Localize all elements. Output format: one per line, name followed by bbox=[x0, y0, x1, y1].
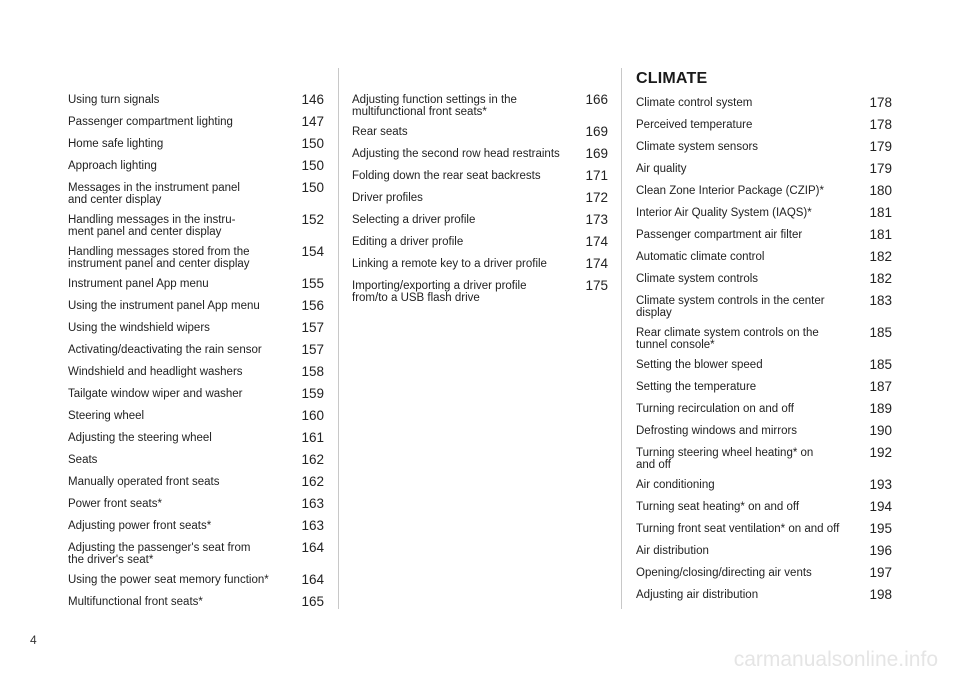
toc-entry-page: 171 bbox=[585, 168, 608, 183]
toc-entry-title: Defrosting windows and mirrors bbox=[636, 425, 798, 437]
toc-entry-title: Adjusting power front seats* bbox=[68, 520, 212, 532]
toc-entry[interactable] bbox=[68, 594, 324, 610]
toc-entry-page: 185 bbox=[869, 357, 892, 372]
toc-entry-title: Editing a driver profile bbox=[352, 236, 464, 248]
toc-entry-page: 152 bbox=[301, 212, 324, 227]
toc-entry[interactable] bbox=[68, 320, 324, 336]
toc-entry[interactable] bbox=[636, 117, 892, 133]
toc-entry[interactable] bbox=[352, 124, 608, 140]
toc-entry[interactable] bbox=[352, 168, 608, 184]
toc-entry-title: Handling messages stored from the instrument panel and center display bbox=[68, 246, 250, 270]
toc-entry-page: 178 bbox=[869, 117, 892, 132]
toc-entry-title: Adjusting air distribution bbox=[636, 589, 759, 601]
toc-entry-page: 169 bbox=[585, 124, 608, 139]
toc-entry-title: Climate control system bbox=[636, 97, 753, 109]
column-divider bbox=[621, 68, 622, 609]
toc-entry-title: Activating/deactivating the rain sensor bbox=[68, 344, 262, 356]
toc-entry[interactable] bbox=[68, 518, 324, 534]
toc-entry[interactable] bbox=[352, 256, 608, 272]
toc-entry-page: 181 bbox=[869, 227, 892, 242]
toc-entry-page: 159 bbox=[301, 386, 324, 401]
toc-entry-page: 163 bbox=[301, 518, 324, 533]
toc-list bbox=[68, 92, 324, 610]
toc-entry[interactable] bbox=[636, 293, 892, 319]
toc-entry-title: Rear climate system controls on the tunnel console* bbox=[636, 327, 819, 351]
toc-entry-page: 181 bbox=[869, 205, 892, 220]
toc-entry[interactable] bbox=[68, 540, 324, 566]
toc-entry[interactable] bbox=[68, 136, 324, 152]
toc-entry-page: 198 bbox=[869, 587, 892, 602]
toc-entry-title: Turning recirculation on and off bbox=[636, 403, 794, 415]
toc-entry[interactable] bbox=[68, 92, 324, 108]
toc-entry-title: Adjusting function settings in the multifunctional front seats* bbox=[352, 94, 517, 118]
toc-entry-page: 185 bbox=[869, 325, 892, 340]
toc-entry-title: Air distribution bbox=[636, 545, 709, 557]
toc-list bbox=[352, 92, 608, 304]
toc-entry-page: 165 bbox=[301, 594, 324, 609]
toc-entry-title: Instrument panel App menu bbox=[68, 278, 209, 290]
toc-entry-title: Adjusting the passenger's seat from the driver's seat* bbox=[68, 542, 251, 566]
toc-entry[interactable] bbox=[636, 161, 892, 177]
toc-entry[interactable] bbox=[352, 212, 608, 228]
toc-entry[interactable] bbox=[352, 92, 608, 118]
toc-entry-title: Home safe lighting bbox=[68, 138, 164, 150]
toc-entry-page: 172 bbox=[585, 190, 608, 205]
toc-entry-title: Automatic climate control bbox=[636, 251, 765, 263]
toc-entry-title: Climate system controls in the center display bbox=[636, 295, 825, 319]
watermark: carmanualsonline.info bbox=[733, 648, 938, 671]
section-heading-climate: CLIMATE bbox=[636, 70, 708, 87]
toc-entry-title: Rear seats bbox=[352, 126, 408, 138]
toc-entry-title: Turning seat heating* on and off bbox=[636, 501, 800, 513]
toc-entry-page: 166 bbox=[585, 92, 608, 107]
toc-entry-title: Setting the temperature bbox=[636, 381, 757, 393]
toc-entry[interactable] bbox=[636, 379, 892, 395]
toc-entry-page: 197 bbox=[869, 565, 892, 580]
toc-entry-title: Interior Air Quality System (IAQS)* bbox=[636, 207, 812, 219]
toc-entry[interactable] bbox=[68, 386, 324, 402]
toc-entry-page: 155 bbox=[301, 276, 324, 291]
toc-entry-title: Clean Zone Interior Package (CZIP)* bbox=[636, 185, 824, 197]
column-divider bbox=[338, 68, 339, 609]
toc-entry[interactable] bbox=[636, 401, 892, 417]
toc-entry[interactable] bbox=[68, 452, 324, 468]
toc-entry-title: Linking a remote key to a driver profile bbox=[352, 258, 547, 270]
toc-list bbox=[636, 95, 892, 603]
toc-entry-page: 161 bbox=[301, 430, 324, 445]
toc-entry-page: 195 bbox=[869, 521, 892, 536]
toc-entry[interactable] bbox=[68, 298, 324, 314]
toc-entry-page: 158 bbox=[301, 364, 324, 379]
toc-entry-title: Power front seats* bbox=[68, 498, 162, 510]
toc-entry-page: 182 bbox=[869, 249, 892, 264]
toc-column-2 bbox=[352, 92, 608, 310]
toc-entry[interactable] bbox=[636, 205, 892, 221]
toc-entry[interactable] bbox=[636, 227, 892, 243]
toc-entry-title: Passenger compartment air filter bbox=[636, 229, 803, 241]
toc-entry-title: Using the power seat memory function* bbox=[68, 574, 269, 586]
toc-entry-title: Opening/closing/directing air vents bbox=[636, 567, 812, 579]
toc-entry[interactable] bbox=[68, 474, 324, 490]
page-number: 4 bbox=[30, 633, 37, 647]
toc-entry-page: 163 bbox=[301, 496, 324, 511]
toc-entry-page: 157 bbox=[301, 320, 324, 335]
toc-entry[interactable] bbox=[636, 477, 892, 493]
toc-entry[interactable] bbox=[636, 271, 892, 287]
toc-entry[interactable] bbox=[636, 357, 892, 373]
toc-entry-title: Perceived temperature bbox=[636, 119, 753, 131]
toc-entry-title: Approach lighting bbox=[68, 160, 157, 172]
toc-entry-page: 147 bbox=[301, 114, 324, 129]
toc-entry-title: Setting the blower speed bbox=[636, 359, 763, 371]
toc-entry[interactable] bbox=[68, 572, 324, 588]
toc-column-1 bbox=[68, 92, 324, 616]
toc-entry-title: Air quality bbox=[636, 163, 687, 175]
toc-entry-title: Seats bbox=[68, 454, 98, 466]
toc-entry-page: 178 bbox=[869, 95, 892, 110]
toc-entry[interactable] bbox=[68, 364, 324, 380]
toc-entry[interactable] bbox=[68, 114, 324, 130]
toc-entry-title: Air conditioning bbox=[636, 479, 715, 491]
toc-entry-page: 169 bbox=[585, 146, 608, 161]
toc-entry[interactable] bbox=[636, 445, 892, 471]
toc-entry-title: Manually operated front seats bbox=[68, 476, 220, 488]
toc-entry-page: 164 bbox=[301, 540, 324, 555]
toc-entry[interactable] bbox=[68, 244, 324, 270]
toc-entry-title: Passenger compartment lighting bbox=[68, 116, 233, 128]
toc-entry-title: Windshield and headlight washers bbox=[68, 366, 243, 378]
toc-column-3 bbox=[636, 95, 892, 609]
toc-entry-page: 160 bbox=[301, 408, 324, 423]
toc-entry[interactable] bbox=[636, 183, 892, 199]
toc-entry-title: Driver profiles bbox=[352, 192, 423, 204]
toc-entry-page: 193 bbox=[869, 477, 892, 492]
toc-entry-page: 175 bbox=[585, 278, 608, 293]
toc-entry-page: 194 bbox=[869, 499, 892, 514]
toc-entry-page: 157 bbox=[301, 342, 324, 357]
toc-entry-page: 192 bbox=[869, 445, 892, 460]
toc-entry-title: Using turn signals bbox=[68, 94, 160, 106]
toc-entry-page: 154 bbox=[301, 244, 324, 259]
toc-entry-title: Multifunctional front seats* bbox=[68, 596, 203, 608]
toc-entry-page: 183 bbox=[869, 293, 892, 308]
toc-entry-page: 162 bbox=[301, 474, 324, 489]
toc-entry-title: Turning steering wheel heating* on and off bbox=[636, 447, 814, 471]
toc-entry-page: 162 bbox=[301, 452, 324, 467]
toc-entry-title: Using the instrument panel App menu bbox=[68, 300, 260, 312]
toc-entry-title: Steering wheel bbox=[68, 410, 145, 422]
toc-entry[interactable] bbox=[352, 234, 608, 250]
toc-entry-title: Climate system sensors bbox=[636, 141, 759, 153]
toc-entry-page: 164 bbox=[301, 572, 324, 587]
toc-entry[interactable] bbox=[636, 139, 892, 155]
toc-entry[interactable] bbox=[68, 180, 324, 206]
toc-entry-page: 174 bbox=[585, 234, 608, 249]
toc-entry-title: Turning front seat ventilation* on and off bbox=[636, 523, 840, 535]
toc-entry[interactable] bbox=[68, 430, 324, 446]
toc-entry-page: 173 bbox=[585, 212, 608, 227]
toc-entry-page: 146 bbox=[301, 92, 324, 107]
toc-entry[interactable] bbox=[636, 249, 892, 265]
toc-entry-page: 150 bbox=[301, 136, 324, 151]
toc-entry-page: 174 bbox=[585, 256, 608, 271]
toc-entry-title: Climate system controls bbox=[636, 273, 759, 285]
toc-entry[interactable] bbox=[636, 543, 892, 559]
toc-entry[interactable] bbox=[68, 496, 324, 512]
toc-entry-page: 196 bbox=[869, 543, 892, 558]
toc-entry-page: 182 bbox=[869, 271, 892, 286]
toc-entry[interactable] bbox=[68, 342, 324, 358]
toc-entry[interactable] bbox=[352, 146, 608, 162]
toc-entry-title: Using the windshield wipers bbox=[68, 322, 210, 334]
toc-entry-page: 189 bbox=[869, 401, 892, 416]
toc-entry[interactable] bbox=[636, 521, 892, 537]
toc-entry[interactable] bbox=[352, 190, 608, 206]
toc-entry[interactable] bbox=[68, 408, 324, 424]
toc-entry-page: 190 bbox=[869, 423, 892, 438]
toc-entry-title: Importing/exporting a driver profile from/to a USB flash drive bbox=[352, 280, 527, 304]
toc-entry-title: Adjusting the second row head restraints bbox=[352, 148, 560, 160]
toc-entry-title: Selecting a driver profile bbox=[352, 214, 476, 226]
toc-entry-title: Folding down the rear seat backrests bbox=[352, 170, 541, 182]
toc-entry[interactable] bbox=[636, 565, 892, 581]
toc-entry-title: Tailgate window wiper and washer bbox=[68, 388, 243, 400]
toc-entry-page: 187 bbox=[869, 379, 892, 394]
toc-entry[interactable] bbox=[636, 423, 892, 439]
toc-entry[interactable] bbox=[68, 276, 324, 292]
toc-entry[interactable] bbox=[636, 499, 892, 515]
toc-entry-page: 179 bbox=[869, 139, 892, 154]
toc-entry[interactable] bbox=[636, 325, 892, 351]
toc-entry-page: 150 bbox=[301, 158, 324, 173]
toc-entry-page: 156 bbox=[301, 298, 324, 313]
toc-entry[interactable] bbox=[352, 278, 608, 304]
toc-entry[interactable] bbox=[68, 158, 324, 174]
toc-entry[interactable] bbox=[636, 587, 892, 603]
toc-entry-page: 150 bbox=[301, 180, 324, 195]
toc-entry-page: 180 bbox=[869, 183, 892, 198]
toc-entry-title: Messages in the instrument panel and center display bbox=[68, 182, 240, 206]
toc-entry-page: 179 bbox=[869, 161, 892, 176]
toc-entry[interactable] bbox=[68, 212, 324, 238]
toc-entry-title: Adjusting the steering wheel bbox=[68, 432, 212, 444]
toc-entry-title: Handling messages in the instru- ment panel and center display bbox=[68, 214, 236, 238]
toc-entry[interactable] bbox=[636, 95, 892, 111]
